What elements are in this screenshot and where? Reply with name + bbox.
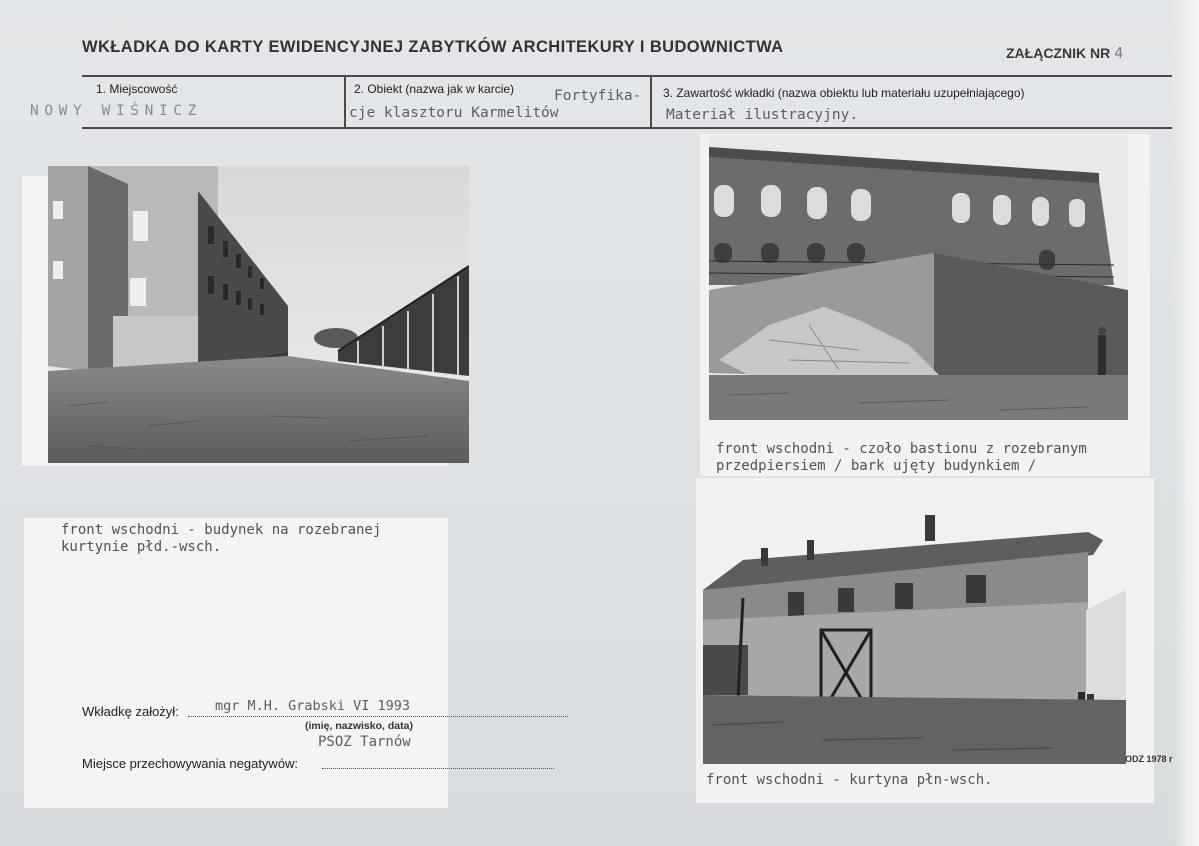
photo1-caption-line2: kurtynie płd.-wsch. — [61, 539, 222, 555]
author-label: Wkładkę założył: — [82, 704, 179, 719]
negatives-dotline — [322, 768, 554, 769]
field-object-value-line2: cje klasztoru Karmelitów — [349, 105, 559, 121]
column-divider-1 — [344, 75, 346, 128]
field-object-label: 2. Obiekt (nazwa jak w karcie) — [354, 82, 515, 96]
header-top-rule — [82, 75, 1172, 77]
photo2-caption-line1: front wschodni - czoło bastionu z rozebranym — [716, 441, 1087, 457]
negatives-label: Miejsce przechowywania negatywów: — [82, 756, 299, 771]
photo1-caption-line1: front wschodni - budynek na rozebranej — [61, 522, 382, 538]
form-title: WKŁADKA DO KARTY EWIDENCYJNEJ ZABYTKÓW ARCHITEKURY I BUDOWNICTWA — [82, 38, 784, 56]
negatives-value: PSOZ Tarnów — [318, 734, 411, 750]
photo-2 — [709, 135, 1128, 420]
author-dotline — [188, 716, 568, 717]
annex-label-text: ZAŁĄCZNIK NR — [1006, 45, 1111, 61]
field-content-label: 3. Zawartość wkładki (nazwa obiektu lub materiału uzupełniającego) — [663, 86, 1025, 100]
print-stamp: ODZ 1978 r — [1125, 754, 1173, 764]
column-divider-2 — [650, 75, 652, 128]
field-place-label: 1. Miejscowość — [96, 82, 178, 96]
field-place-value: NOWY WIŚNICZ — [30, 103, 202, 119]
annex-label — [1006, 44, 1123, 62]
photo-1 — [48, 166, 469, 463]
author-hint: (imię, nazwisko, data) — [305, 720, 413, 732]
sheet-edge — [1173, 0, 1199, 846]
field-content-value: Materiał ilustracyjny. — [666, 107, 859, 123]
field-object-value-line1: Fortyfika- — [554, 88, 642, 104]
author-value: mgr M.H. Grabski VI 1993 — [215, 698, 411, 714]
annex-number: 4 — [1114, 44, 1124, 62]
photo-3 — [703, 480, 1126, 764]
photo2-caption-line2: przedpiersiem / bark ujęty budynkiem / — [716, 458, 1037, 474]
photo3-caption: front wschodni - kurtyna płn-wsch. — [706, 772, 993, 788]
header-bottom-rule — [82, 127, 1172, 129]
